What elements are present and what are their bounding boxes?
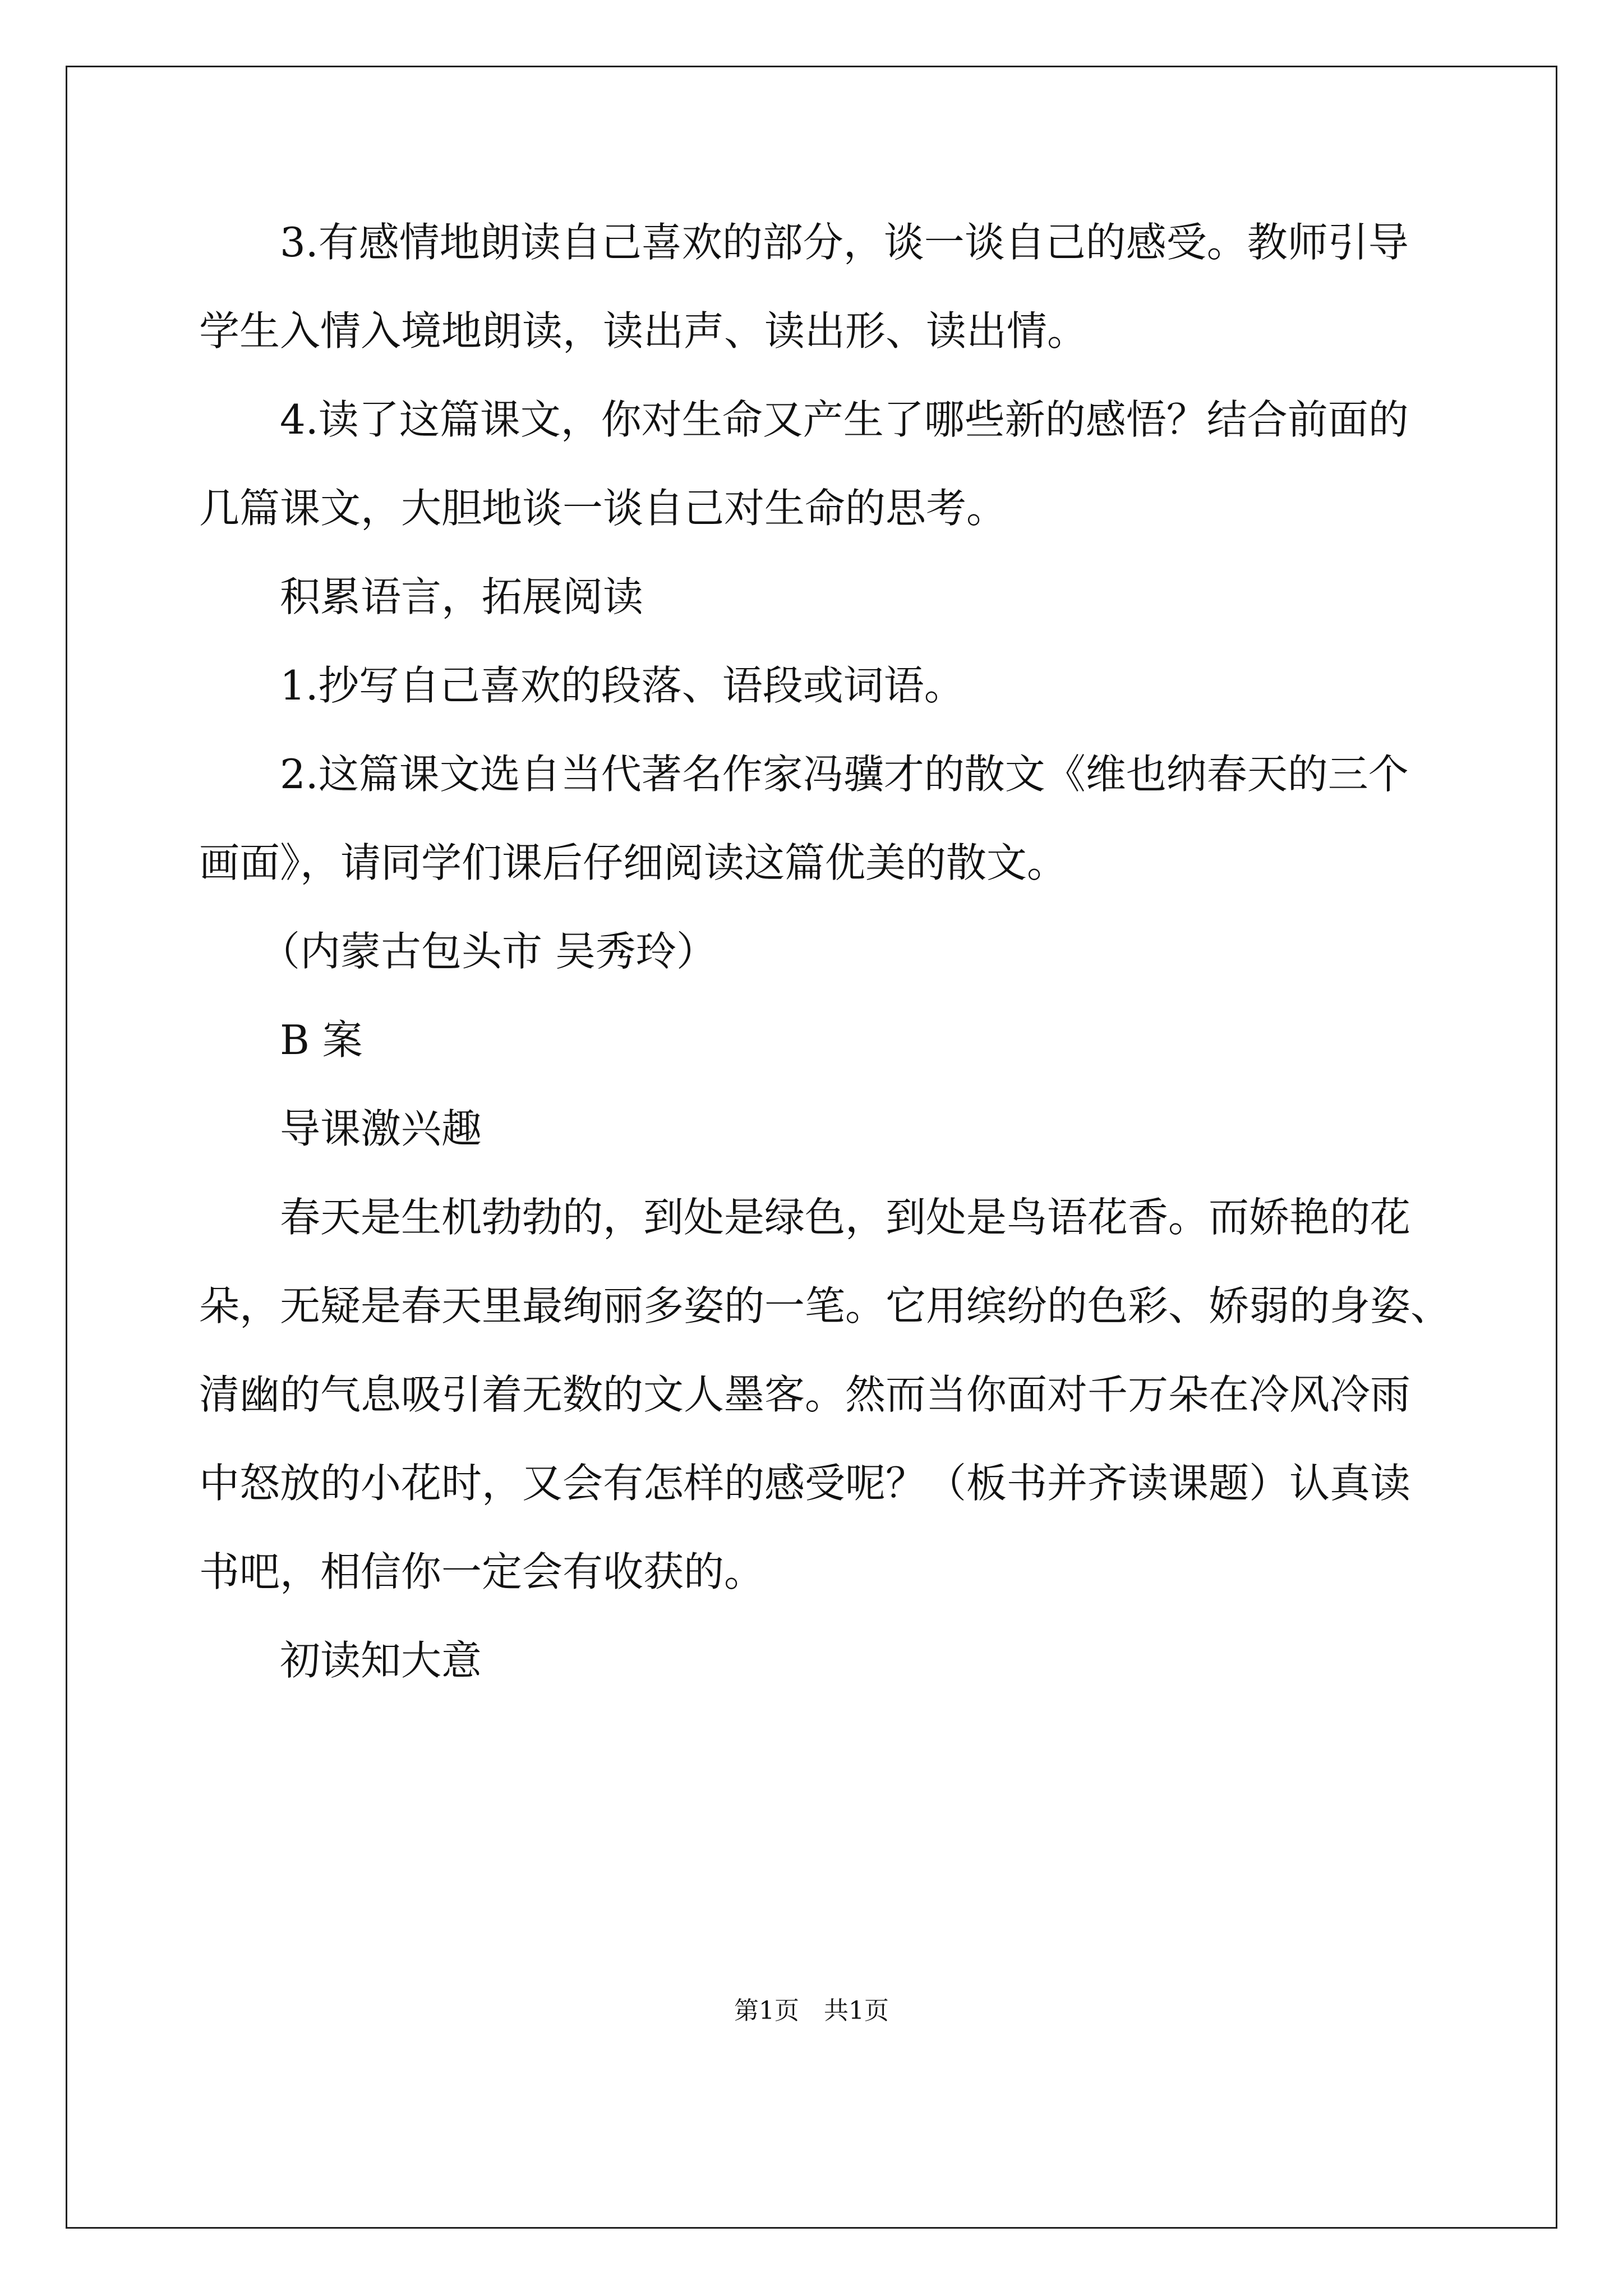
text-line: 几篇课文，大胆地谈一谈自己对生命的思考。	[199, 485, 1007, 532]
text-line: 清幽的气息吸引着无数的文人墨客。然而当你面对千万朵在冷风冷雨	[199, 1371, 1411, 1418]
text-line: 3.有感情地朗读自己喜欢的部分，谈一谈自己的感受。教师引导	[199, 219, 1409, 266]
section-heading: 积累语言，拓展阅读	[199, 573, 644, 620]
page-number-footer: 第1页 共1页	[734, 1996, 889, 2025]
text-line: 朵，无疑是春天里最绚丽多姿的一笔。它用缤纷的色彩、娇弱的身姿、	[199, 1282, 1451, 1329]
section-heading: B 案	[199, 1016, 363, 1064]
section-heading: 导课激兴趣	[199, 1105, 482, 1152]
text-line: 书吧，相信你一定会有收获的。	[199, 1548, 765, 1595]
section-heading: 初读知大意	[199, 1637, 482, 1684]
text-line: 学生入情入境地朗读，读出声、读出形、读出情。	[199, 307, 1088, 355]
text-line: 春天是生机勃勃的，到处是绿色，到处是鸟语花香。而娇艳的花	[199, 1194, 1411, 1241]
author-attribution: （内蒙古包头市 吴秀玲）	[199, 928, 717, 975]
text-line: 画面》，请同学们课后仔细阅读这篇优美的散文。	[199, 839, 1068, 886]
text-line: 2.这篇课文选自当代著名作家冯骥才的散文《维也纳春天的三个	[199, 751, 1409, 798]
text-line: 4.读了这篇课文，你对生命又产生了哪些新的感悟？结合前面的	[199, 396, 1409, 443]
text-line: 1.抄写自己喜欢的段落、语段或词语。	[199, 662, 965, 709]
text-line: 中怒放的小花时，又会有怎样的感受呢？（板书并齐读课题）认真读	[199, 1460, 1411, 1507]
